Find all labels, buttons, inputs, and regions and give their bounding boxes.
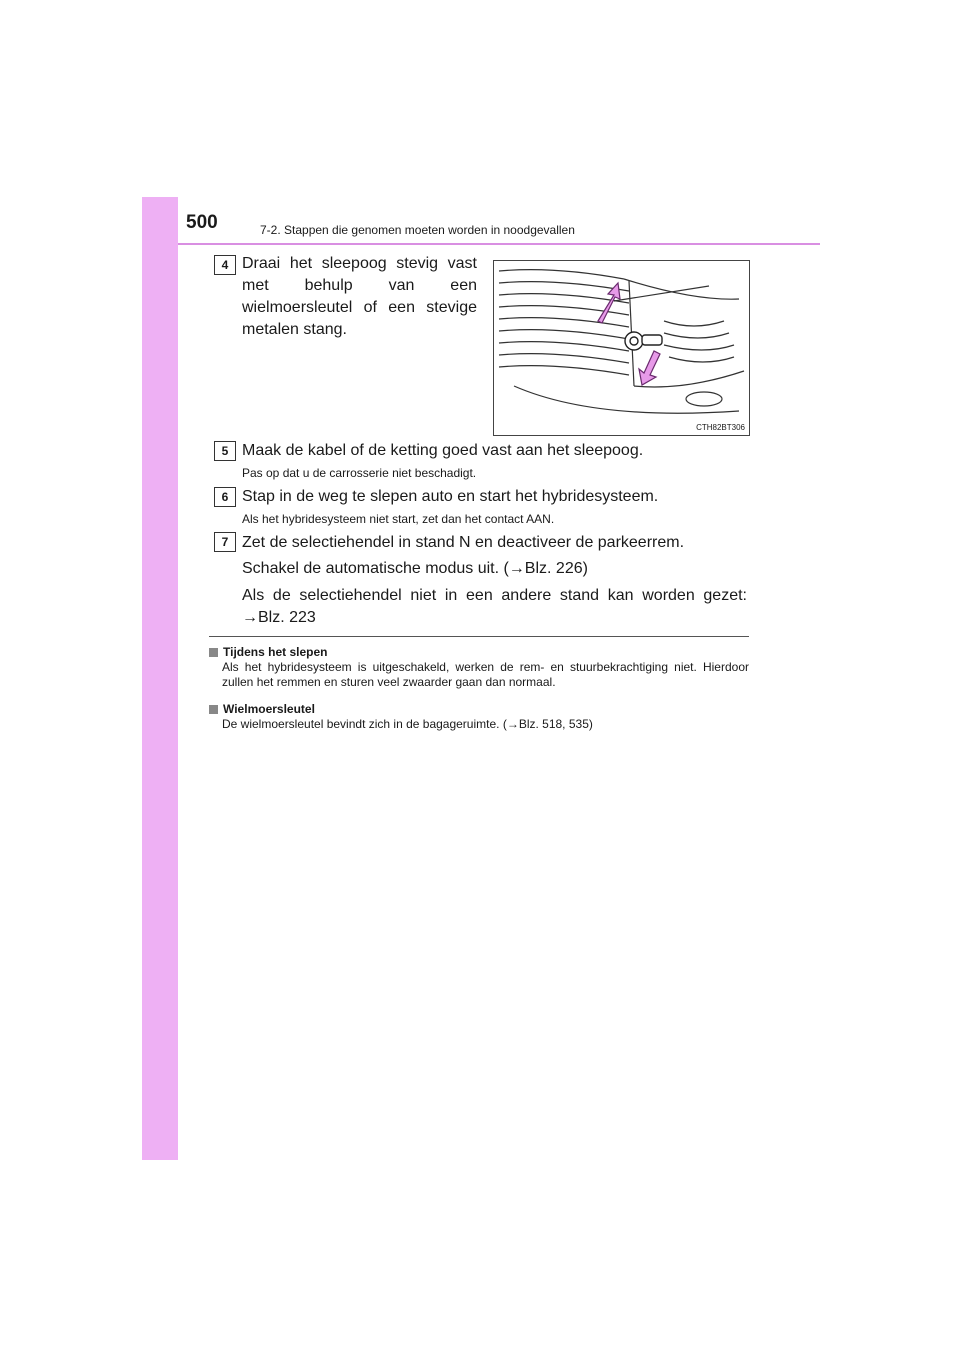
step-extra-7b: Als de selectiehendel niet in een andere stand kan worden gezet: →Blz. 223 — [242, 587, 747, 626]
info-heading-wrench: Wielmoersleutel — [209, 702, 749, 717]
square-bullet-icon — [209, 648, 218, 657]
step-extra-7a: Schakel de automatische modus uit. (→Blz. 226) — [242, 560, 588, 577]
grille-towing-eye-drawing — [494, 261, 749, 435]
page-number: 500 — [186, 212, 218, 233]
step-text-6: Stap in de weg te slepen auto en start het hybridesysteem. — [242, 488, 659, 505]
step-note-6: Als het hybridesysteem niet start, zet dan het contact AAN. — [242, 512, 555, 526]
towing-eye-illustration — [493, 260, 750, 436]
square-bullet-icon — [209, 705, 218, 714]
figure-code: CTH82BT306 — [696, 423, 745, 432]
side-tab-band — [142, 197, 178, 1160]
step-badge-4: 4 — [214, 255, 236, 275]
step-badge-7: 7 — [214, 532, 236, 552]
info-heading-towing: Tijdens het slepen — [209, 645, 749, 660]
step-badge-5: 5 — [214, 441, 236, 461]
info-body-towing: Als het hybridesysteem is uitgeschakeld, werken de rem- en stuurbekrachtiging niet. Hierdoor zullen het remmen en sturen veel zwaarder gaan dan normaal. — [222, 660, 749, 689]
step-text-4: Draai het sleepoog stevig vast met behulp van een wielmoersleutel of een stevige metalen stang. — [242, 255, 477, 338]
section-title: 7-2. Stappen die genomen moeten worden in noodgevallen — [260, 223, 575, 237]
info-towing — [209, 645, 749, 690]
header-rule — [178, 243, 820, 245]
step-note-5: Pas op dat u de carrosserie niet beschadigt. — [242, 466, 477, 480]
info-body-wrench: De wielmoersleutel bevindt zich in de bagageruimte. (→Blz. 518, 535) — [222, 717, 593, 731]
page-header — [178, 212, 820, 246]
section-divider — [209, 636, 749, 637]
step-text-7: Zet de selectiehendel in stand N en deactiveer de parkeerrem. — [242, 534, 685, 551]
info-wrench — [209, 702, 749, 732]
step-badge-6: 6 — [214, 487, 236, 507]
step-text-5: Maak de kabel of de ketting goed vast aan het sleepoog. — [242, 442, 644, 459]
